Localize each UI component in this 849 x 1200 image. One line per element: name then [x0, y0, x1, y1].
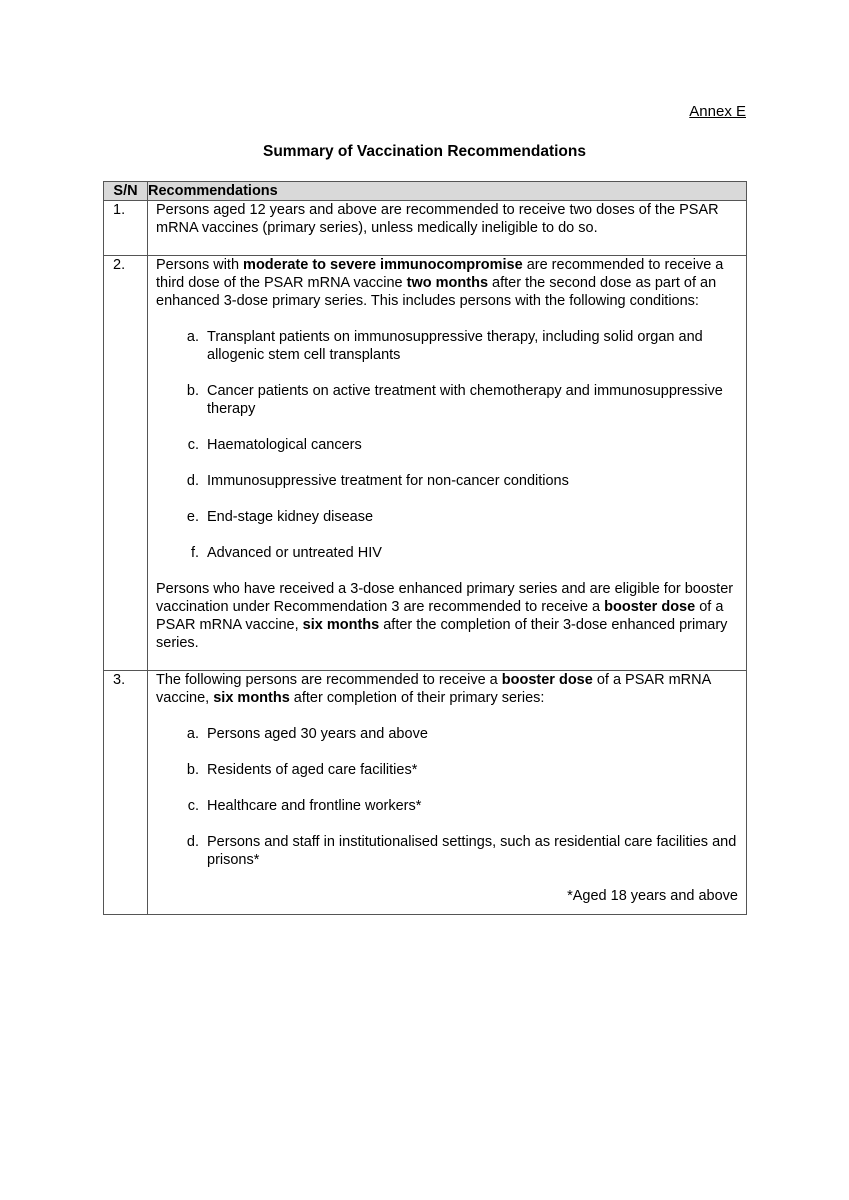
text-run: The following persons are recommended to receive a [156, 672, 502, 688]
text-run: after the second dose as part of an enhanced 3-dose primary series. This includes persons with the following conditions: [156, 275, 717, 309]
list-marker: f. [190, 545, 199, 561]
list-item-text: Immunosuppressive treatment for non-cancer conditions [207, 473, 569, 489]
text-run: after the completion of their 3-dose enhanced primary series. [156, 617, 728, 651]
list-marker: d. [186, 834, 199, 850]
list-item-text: Persons and staff in institutionalised settings, such as residential care facilities and prisons* [207, 834, 737, 868]
list-item-text: Advanced or untreated HIV [207, 545, 382, 561]
text-run: Persons with [156, 257, 244, 273]
list-item [156, 508, 738, 526]
bold-text: six months [302, 617, 380, 633]
list-item-text: Persons aged 30 years and above [207, 726, 428, 742]
text-run: Persons who have received a 3-dose enhanced primary series and are eligible for booster vaccination under Recommendation 3 are recommended to receive a [156, 581, 734, 615]
list-item [156, 382, 738, 418]
annex-label: Annex E [689, 103, 746, 120]
list-marker: a. [186, 329, 199, 345]
eligible-persons-list [156, 725, 738, 869]
list-item-text: End-stage kidney disease [207, 509, 374, 525]
bold-text: two months [406, 275, 489, 291]
list-item [156, 436, 738, 454]
recommendation-intro [156, 671, 738, 707]
text-run: of a PSAR mRNA vaccine, [156, 599, 724, 633]
list-item-text: Haematological cancers [207, 437, 362, 453]
list-item [156, 833, 738, 869]
list-item [156, 472, 738, 490]
list-item [156, 725, 738, 743]
table-row [104, 201, 747, 256]
bold-text: six months [213, 690, 290, 706]
column-header-recommendations: Recommendations [148, 182, 747, 201]
row-number: 1. [104, 201, 148, 256]
recommendation-text [148, 201, 747, 256]
list-marker: e. [186, 509, 199, 525]
row-number: 3. [104, 671, 148, 915]
recommendation-text [148, 671, 747, 915]
text-run: are recommended to receive a third dose of the PSAR mRNA vaccine [156, 257, 724, 291]
recommendation-intro [156, 256, 738, 310]
list-marker: a. [186, 726, 199, 742]
recommendations-table [103, 181, 747, 915]
list-marker: b. [186, 762, 199, 778]
list-marker: b. [186, 383, 199, 399]
list-item-text: Residents of aged care facilities* [207, 762, 418, 778]
list-item [156, 797, 738, 815]
bold-text: moderate to severe immunocompromise [243, 257, 523, 273]
list-item-text: Healthcare and frontline workers* [207, 798, 422, 814]
list-item [156, 544, 738, 562]
list-item-text: Transplant patients on immunosuppressive therapy, including solid organ and allogenic stem cell transplants [207, 329, 703, 363]
recommendation-paragraph: Persons aged 12 years and above are recommended to receive two doses of the PSAR mRNA vaccines (primary series), unless medically ineligible to do so. [156, 202, 719, 236]
table-row [104, 671, 747, 915]
list-item-text: Cancer patients on active treatment with chemotherapy and immunosuppressive therapy [207, 383, 723, 417]
page-title: Summary of Vaccination Recommendations [262, 143, 586, 160]
text-run: after completion of their primary series: [289, 690, 545, 706]
recommendation-outro [156, 580, 738, 652]
list-item [156, 328, 738, 364]
list-marker: d. [186, 473, 199, 489]
list-marker: c. [187, 798, 199, 814]
bold-text: booster dose [604, 599, 696, 615]
table-header-row [104, 182, 747, 201]
bold-text: booster dose [501, 672, 593, 688]
table-row [104, 256, 747, 671]
column-header-sn: S/N [104, 182, 148, 201]
list-item [156, 761, 738, 779]
footnote: *Aged 18 years and above [567, 888, 738, 904]
recommendation-text [148, 256, 747, 671]
condition-list [156, 328, 738, 562]
text-run: of a PSAR mRNA vaccine, [156, 672, 711, 706]
list-marker: c. [187, 437, 199, 453]
row-number: 2. [104, 256, 148, 671]
